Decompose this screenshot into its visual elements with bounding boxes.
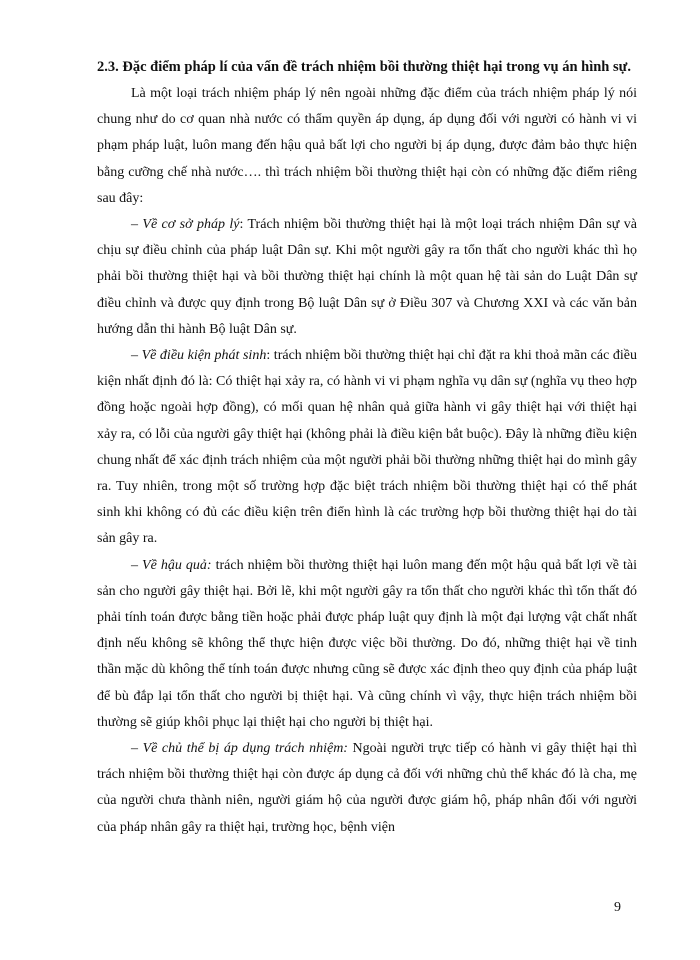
section-heading: 2.3. Đặc điểm pháp lí của vấn đề trách nhiệm bồi thường thiệt hại trong vụ án hình sự.	[97, 59, 631, 75]
paragraph-lead: – Về điều kiện phát sinh	[131, 348, 267, 364]
paragraph-body: trách nhiệm bồi thường thiệt hại luôn mang đến một hậu quả bất lợi về tài sản cho người gây thiệt hại. Bởi lẽ, khi một người gây ra tổn thất cho người khác thì tổn thất đó phải tính toán được bằng tiền hoặc phải được pháp luật quy định là một đại lượng vật chất nhất định nếu không sẽ không thể thực hiện được việc bồi thường. Do đó, những thiệt hại về tinh thần mặc dù không thể tính toán được nhưng cũng sẽ được xác định theo quy định của pháp luật để bù đắp lại tổn thất cho người bị thiệt hại. Và cũng chính vì vậy, thực hiện trách nhiệm bồi thường sẽ giúp khôi phục lại thiệt hại cho người bị thiệt hại.	[97, 557, 637, 730]
paragraph-consequences	[97, 553, 637, 736]
paragraph-lead: – Về hậu quả:	[131, 557, 212, 573]
paragraph-subjects	[97, 736, 637, 841]
document-page	[97, 54, 637, 841]
paragraph-body: : trách nhiệm bồi thường thiệt hại chỉ đặt ra khi thoả mãn các điều kiện nhất định đó là: Có thiệt hại xảy ra, có hành vi vi phạm nghĩa vụ dân sự (nghĩa vụ theo hợp đồng hoặc ngoài hợp đồng), có mối quan hệ nhân quả giữa hành vi gây thiệt hại với thiệt hại xảy ra, có lỗi của người gây thiệt hại (không phải là điều kiện bắt buộc). Đây là những điều kiện chung nhất để xác định trách nhiệm của một người phải bồi thường những thiệt hại do mình gây ra. Tuy nhiên, trong một số trường hợp đặc biệt trách nhiệm bồi thường thiệt hại có thể phát sinh khi không có đủ các điều kiện trên điển hình là các trường hợp bồi thường thiệt hại do tài sản gây ra.	[97, 348, 638, 547]
paragraph-legal-basis	[97, 212, 637, 343]
paragraph-body: Ngoài người trực tiếp có hành vi gây thiệt hại thì trách nhiệm bồi thường thiệt hại còn được áp dụng cả đối với những chủ thể khác đó là cha, mẹ của người chưa thành niên, người giám hộ của người được giám hộ, pháp nhân đối với người của pháp nhân gây ra thiệt hại, trường học, bệnh viện	[97, 741, 637, 835]
paragraph-body: : Trách nhiệm bồi thường thiệt hại là một loại trách nhiệm Dân sự và chịu sự điều chỉnh của pháp luật Dân sự. Khi một người gây ra tổn thất cho người khác thì họ phải bồi thường thiệt hại và bồi thường thiệt hại chính là một quan hệ tài sản do Luật Dân sự điều chỉnh và được quy định trong Bộ luật Dân sự ở Điều 307 và Chương XXI và các văn bản hướng dẫn thi hành Bộ luật Dân sự.	[97, 217, 637, 337]
paragraph-lead: – Về chủ thể bị áp dụng trách nhiệm:	[131, 741, 348, 757]
paragraph-lead: – Về cơ sở pháp lý	[131, 217, 240, 233]
paragraph-conditions	[97, 343, 637, 553]
page-number: 9	[614, 900, 621, 915]
intro-paragraph: Là một loại trách nhiệm pháp lý nên ngoài những đặc điểm của trách nhiệm pháp lý nói chung như do cơ quan nhà nước có thẩm quyền áp dụng, áp dụng đối với người có hành vi vi phạm pháp luật, luôn mang đến hậu quả bất lợi cho người bị áp dụng, được đảm bảo thực hiện bằng cưỡng chế nhà nước…. thì trách nhiệm bồi thường thiệt hại còn có những đặc điểm riêng sau đây:	[97, 86, 637, 206]
